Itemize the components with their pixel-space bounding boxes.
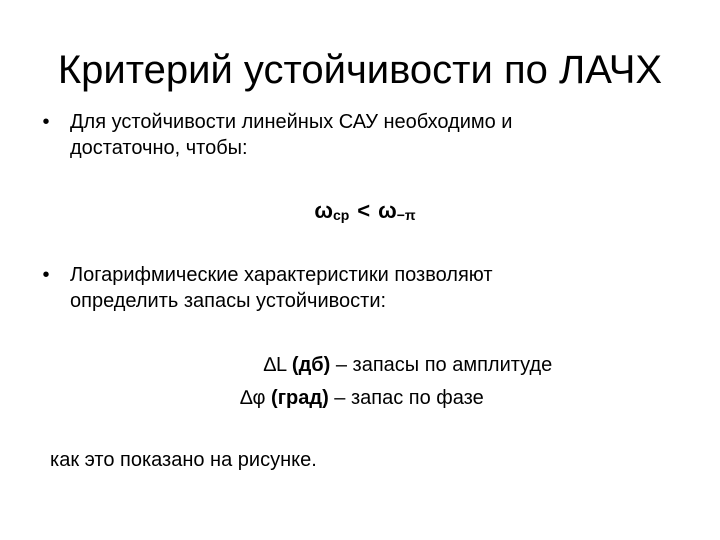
bullet-text-line: Логарифмические характеристики позволяют [70, 264, 493, 286]
bullet-text-line: достаточно, чтобы: [70, 137, 248, 159]
bullet-stability-condition [36, 109, 710, 161]
slide-title: Критерий устойчивости по ЛАЧХ [57, 48, 663, 92]
formula-left-subscript: ср [332, 207, 350, 223]
margin-unit: (град) [271, 387, 329, 409]
formula-operator: < [357, 198, 371, 223]
margins-list [0, 349, 720, 415]
formula-left-symbol: ω [314, 198, 333, 223]
bullet-marker: • [42, 264, 50, 286]
margin-text: – запас по фазе [334, 387, 484, 409]
amplitude-margin-line [0, 349, 720, 382]
margin-symbol: ∆L [263, 354, 287, 376]
bullet-marker: • [42, 111, 50, 133]
formula-right-subscript: −π [396, 207, 416, 223]
phase-margin-line [0, 382, 720, 415]
margin-text: – запасы по амплитуде [335, 354, 553, 376]
margin-unit: (дб) [291, 354, 331, 376]
closing-text: как это показано на рисунке. [50, 449, 317, 471]
bullet-stability-margins [36, 262, 710, 314]
stability-formula [0, 196, 720, 226]
bullet-text-line: Для устойчивости линейных САУ необходимо и [70, 111, 513, 133]
margin-symbol: ∆φ [240, 387, 266, 409]
bullet-text-line: определить запасы устойчивости: [70, 290, 387, 312]
formula-right-symbol: ω [378, 198, 397, 223]
